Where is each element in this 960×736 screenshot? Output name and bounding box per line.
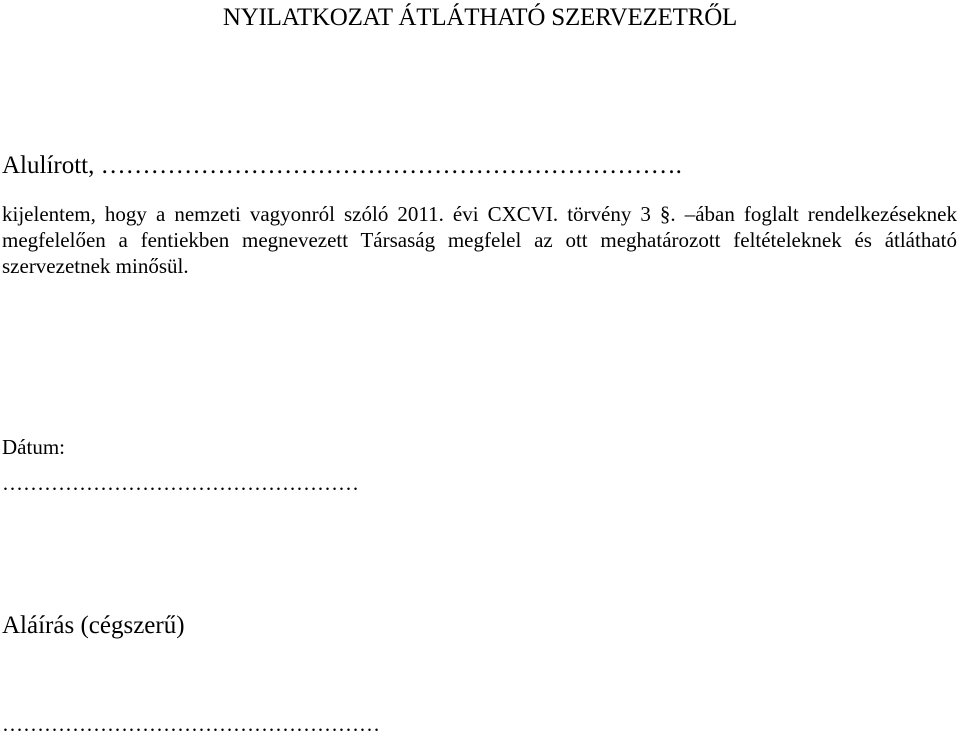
date-fill-line: …………………………………………… [2,471,359,495]
signature-fill-line: ……………………………………………… [2,712,380,736]
signature-label: Aláírás (cégszerű) [2,612,185,639]
date-label: Dátum: [2,435,65,459]
signer-line: Alulírott, ……………………………………………………………. [2,152,682,179]
declaration-paragraph: kijelentem, hogy a nemzeti vagyonról szóló 2011. évi CXCVI. törvény 3 §. –ában foglalt rendelkezéseknek megfelelően a fentiekben megnevezett Társaság megfelel az ott meghatározott feltételeknek és átlátható szervezetnek minősül. [2,202,957,278]
document-title: NYILATKOZAT ÁTLÁTHATÓ SZERVEZETRŐL [222,4,738,31]
